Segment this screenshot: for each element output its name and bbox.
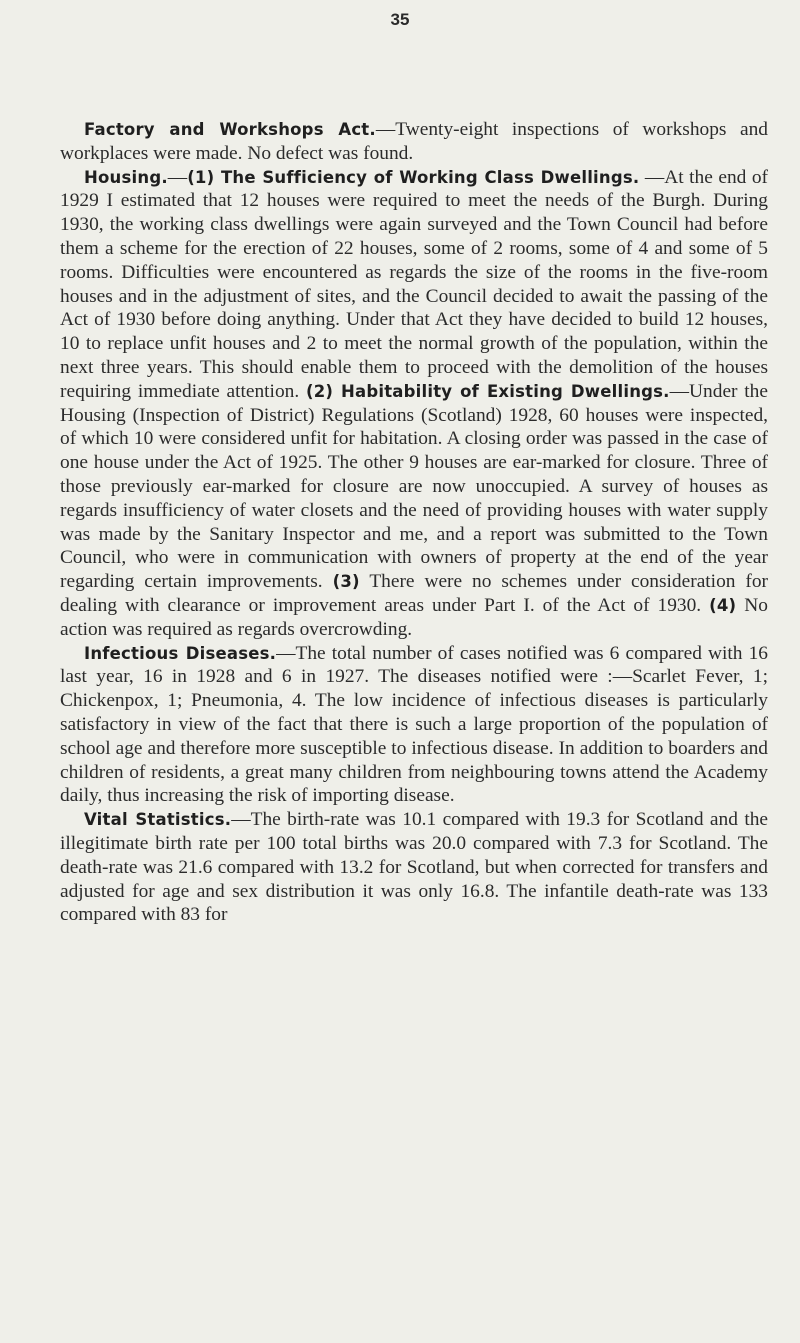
- document-page: [60, 0, 768, 1343]
- housing-sufficiency-text: —At the end of 1929 I estimated that 12 houses were required to meet the needs of the Burgh. During 1930, the working class dwellings were again surveyed and the Town Council had before them a scheme for the erection of 22 houses, some of 2 rooms, some of 4 and some of 5 rooms. Difficulties were encountered as regards the size of the rooms in the five-room houses and in the adjustment of sites, and the Council decided to await the passing of the Act of 1930 before doing anything. Under that Act they have decided to build 12 houses, 10 to replace unfit houses and 2 to meet the normal growth of the population, within the next three years. This should enable them to proceed with the demolition of the houses requiring immediate attention.: [60, 166, 769, 402]
- housing-sufficiency-heading: (1) The Sufficiency of Working Class Dwellings.: [187, 167, 640, 187]
- housing-habitability-text: —Under the Housing (Inspection of District) Regulations (Scotland) 1928, 60 houses were inspected, of which 10 were considered unfit for habitation. A closing order was passed in the case of one house under the Act of 1925. The other 9 houses are ear-marked for closure. Three of those previously ear-marked for closure are now unoccupied. A survey of houses as regards insufficiency of water closets and the need of providing houses with water supply was made by the Sanitary Inspector and me, and a report was submitted to the Town Council, who were in communication with owners of property at the end of the year regarding certain improvements.: [60, 380, 768, 593]
- vital-statistics-text: —The birth-rate was 10.1 compared with 19.3 for Scotland and the illegitimate birth rate per 100 total births was 20.0 compared with 7.3 for Scotland. The death-rate was 21.6 compared with 13.2 for Scotland, but when corrected for transfers and adjusted for age and sex distribution it was only 16.8. The infantile death-rate was 133 compared with 83 for: [60, 809, 769, 926]
- factory-workshops-paragraph: [60, 118, 768, 166]
- infectious-diseases-heading: Infectious Diseases.: [84, 643, 277, 663]
- factory-workshops-heading: Factory and Workshops Act.: [84, 120, 376, 139]
- page-number: 35: [390, 10, 410, 29]
- vital-statistics-paragraph: [60, 808, 768, 927]
- infectious-diseases-paragraph: [60, 642, 768, 809]
- housing-item-4-text: No action was required as regards overcrowding.: [60, 594, 768, 640]
- vital-statistics-heading: Vital Statistics.: [84, 810, 232, 830]
- housing-heading: Housing.: [84, 167, 168, 187]
- report-body: [60, 118, 768, 927]
- infectious-diseases-text: —The total number of cases notified was 6 compared with 16 last year, 16 in 1928 and 6 in 1927. The diseases notified were :—Scarlet Fever, 1; Chickenpox, 1; Pneumonia, 4. The low incidence of infectious diseases is particularly satisfactory in view of the fact that there is such a large proportion of the population of school age and therefore more susceptible to infectious disease. In addition to boarders and children of residents, a great many children from neighbouring towns attend the Academy daily, thus increasing the risk of importing disease.: [60, 642, 768, 807]
- housing-paragraph: [60, 166, 768, 642]
- housing-dash: —: [167, 166, 188, 188]
- housing-item-3-text: There were no schemes under consideration for dealing with clearance or improvement areas under Part I. of the Act of 1930.: [60, 571, 768, 616]
- factory-workshops-text: —Twenty-eight inspections of workshops and workplaces were made. No defect was found.: [60, 119, 768, 164]
- housing-item-3-heading: (3): [332, 572, 360, 592]
- housing-habitability-heading: (2) Habitability of Existing Dwellings.: [305, 381, 670, 401]
- housing-item-4-heading: (4): [709, 595, 737, 615]
